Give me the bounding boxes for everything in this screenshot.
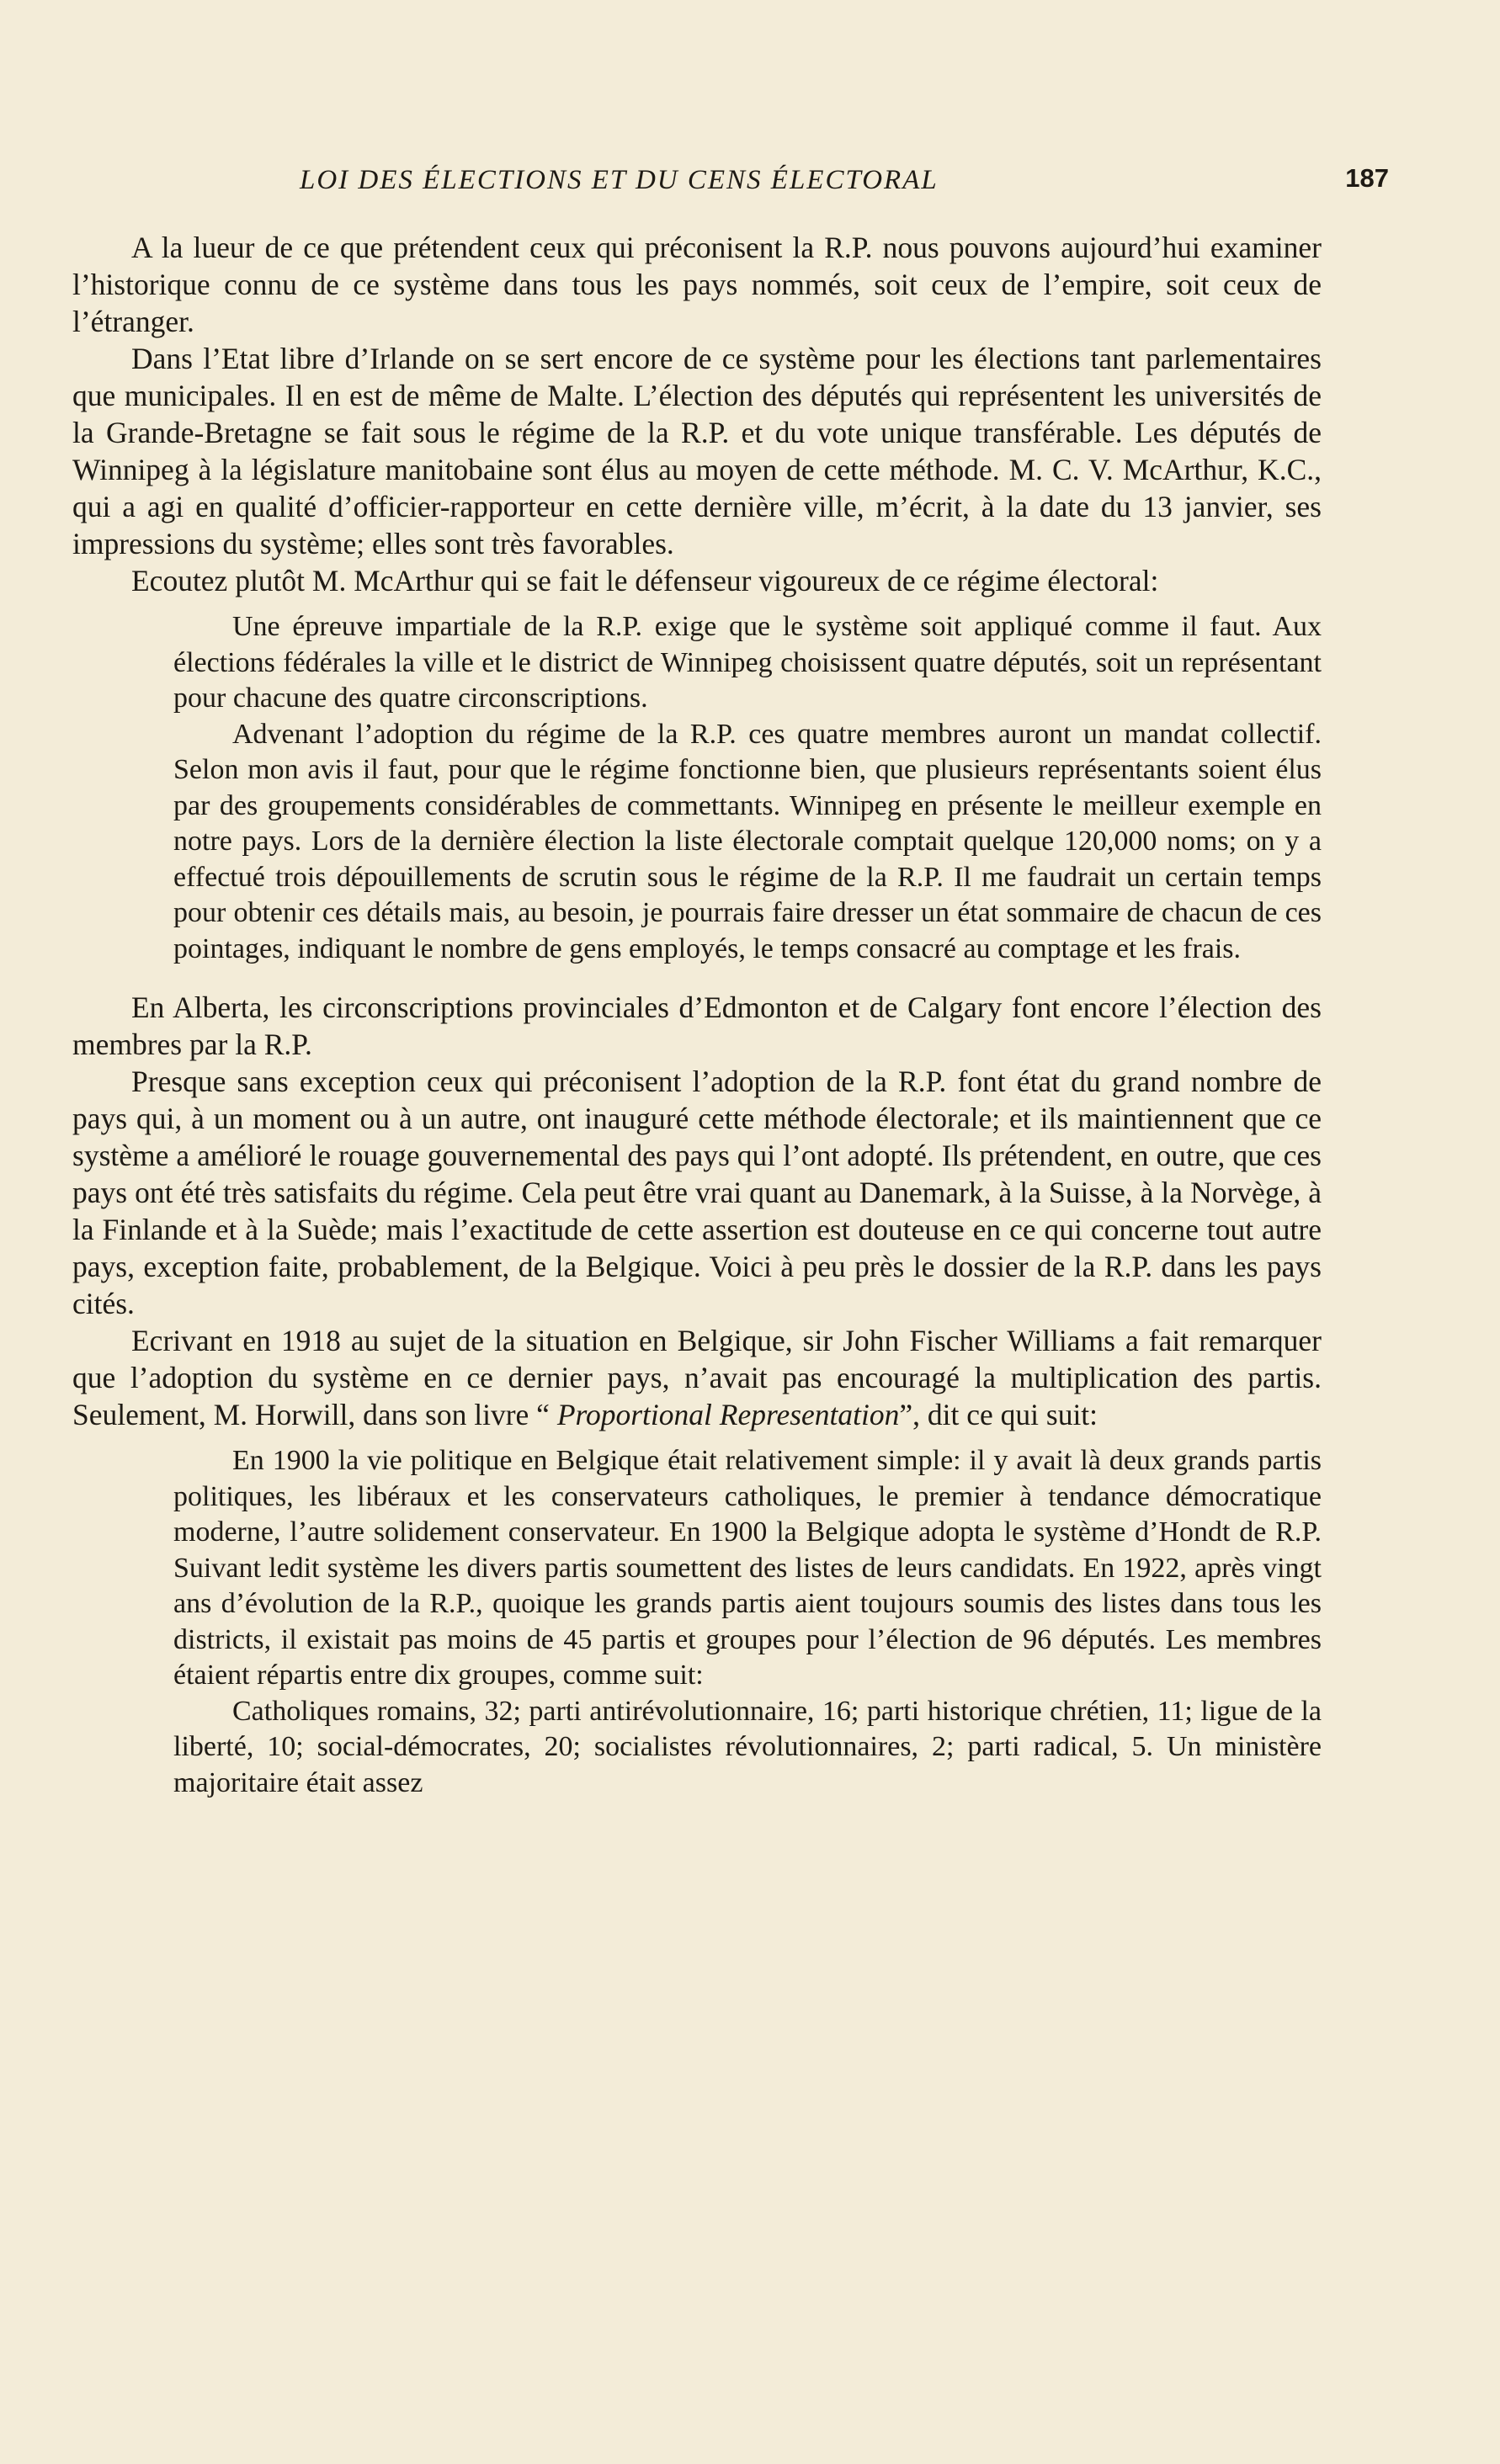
paragraph — [72, 1322, 1322, 1433]
paragraph: A la lueur de ce que prétendent ceux qui préconisent la R.P. nous pouvons aujourd’hui examiner l’historique connu de ce système dans tous les pays nommés, soit ceux de l’empire, soit ceux de l’étranger. — [72, 231, 1322, 338]
paragraph-gap — [72, 974, 1322, 989]
paragraph: Presque sans exception ceux qui préconisent l’adoption de la R.P. font état du grand nombre de pays qui, à un moment ou à un autre, ont inauguré cette méthode électorale; et ils maintiennent que ce système a amélioré le rouage gouvernemental des pays qui l’ont adopté. Ils prétendent, en outre, que ces pays ont été très satisfaits du régime. Cela peut être vrai quant au Danemark, à la Suisse, à la Norvège, à la Finlande et à la Suède; mais l’exactitude de cette assertion est douteuse en ce qui concerne tout autre pays, exception faite, probablement, de la Belgique. Voici à peu près le dossier de la R.P. dans les pays cités. — [72, 1065, 1322, 1320]
paragraph-text: Ecrivant en 1918 au sujet de la situation en Belgique, sir John Fischer Williams a fait remarquer que l’adoption du système en ce dernier pays, n’avait pas encouragé la multiplication des partis. Seulement, M. Horwill, dans son livre “ — [72, 1324, 1322, 1431]
body-text — [72, 229, 1322, 1801]
quote-paragraph: Catholiques romains, 32; parti antirévolutionnaire, 16; parti historique chrétien, 11; ligue de la liberté, 10; social-démocrates, 20; socialistes révolutionnaires, 2; parti radical, 5. Un ministère majoritaire était assez — [173, 1695, 1322, 1798]
quote-paragraph: Une épreuve impartiale de la R.P. exige que le système soit appliqué comme il faut. Aux élections fédérales la ville et le district de Winnipeg choisissent quatre députés, soit un représentant pour chacune des quatre circonscriptions. — [173, 611, 1322, 714]
paragraph-text: ”, dit ce qui suit: — [899, 1398, 1098, 1431]
quote-paragraph: Advenant l’adoption du régime de la R.P. ces quatre membres auront un mandat collectif. Selon mon avis il faut, pour que le régime fonctionne bien, que plusieurs représentants soient élus par des groupements considérables de commettants. Winnipeg en présente le meilleur exemple en notre pays. Lors de la dernière élection la liste électorale comptait quelque 120,000 noms; on y a effectué trois dépouillements de scrutin sous le régime de la R.P. Il me faudrait un certain temps pour obtenir ces détails mais, au besoin, je pourrais faire dresser un état sommaire de chacun de ces pointages, indiquant le nombre de gens employés, le temps consacré au comptage et les frais. — [173, 718, 1322, 964]
quote-paragraph: En 1900 la vie politique en Belgique était relativement simple: il y avait là deux grands partis politiques, les libéraux et les conservateurs catholiques, le premier à tendance démocratique moderne, l’autre solidement conservateur. En 1900 la Belgique adopta le système d’Hondt de R.P. Suivant ledit système les divers partis soumettent des listes de leurs candidats. En 1922, après vingt ans d’évolution de la R.P., quoique les grands partis aient toujours soumis des listes dans tous les districts, il existait pas moins de 45 partis et groupes pour l’élection de 96 députés. Les membres étaient répartis entre dix groupes, comme suit: — [173, 1445, 1322, 1691]
paragraph: En Alberta, les circonscriptions provinciales d’Edmonton et de Calgary font encore l’élection des membres par la R.P. — [72, 990, 1322, 1061]
running-title: LOI DES ÉLECTIONS ET DU CENS ÉLECTORAL — [300, 165, 939, 195]
page-number: 187 — [1345, 163, 1389, 193]
block-quote — [173, 609, 1322, 967]
block-quote — [173, 1443, 1322, 1801]
book-title: Proportional Representation — [556, 1398, 900, 1431]
running-header — [72, 163, 1389, 205]
paragraph: Ecoutez plutôt M. McArthur qui se fait le défenseur vigoureux de ce régime électoral: — [131, 564, 1159, 597]
paragraph: Dans l’Etat libre d’Irlande on se sert encore de ce système pour les élections tant parlementaires que municipales. Il en est de même de Malte. L’élection des députés qui représentent les universités de la Grande-Bretagne se fait sous le régime de la R.P. et du vote unique transférable. Les députés de Winnipeg à la législature manitobaine sont élus au moyen de cette méthode. M. C. V. McArthur, K.C., qui a agi en qualité d’officier-rapporteur en cette dernière ville, m’écrit, à la date du 13 janvier, ses impressions du système; elles sont très favorables. — [72, 342, 1322, 560]
